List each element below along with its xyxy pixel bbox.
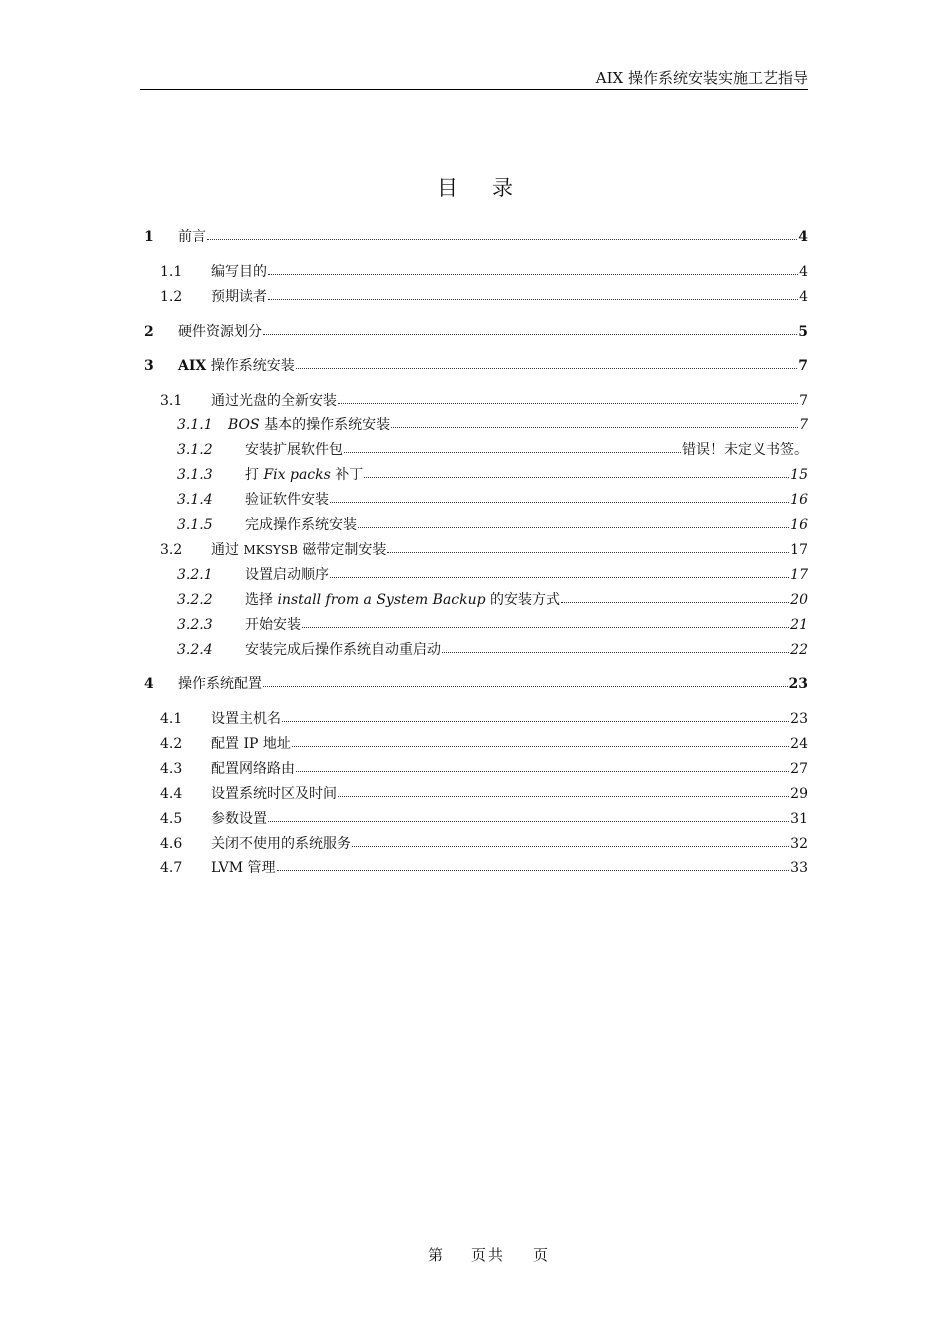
footer-page-label: 第 [428,1246,446,1264]
toc-entry[interactable] [177,415,808,435]
toc-title: LVM 管理 [211,860,276,876]
toc-page: 16 [790,517,808,533]
footer-total-label: 页共 [471,1246,506,1264]
toc-number: 3.2.2 [177,592,213,608]
toc-page-error: 错误！未定义书签。 [682,442,808,458]
toc-title-text: 基本的操作系统安装 [259,417,391,433]
toc-leader [282,720,789,722]
toc-leader [338,795,789,797]
toc-entry[interactable] [144,227,808,247]
toc-page: 17 [790,567,808,583]
toc-number: 3.2.4 [177,642,213,658]
toc-number: 3.1.2 [177,442,213,458]
toc-leader [330,501,789,503]
toc-leader [263,333,797,335]
toc-title: 硬件资源划分 [178,324,262,340]
toc-title-suffix: 的安装方式 [485,592,561,608]
toc-entry[interactable] [160,784,808,804]
toc-title-text: 通过 [211,542,244,558]
toc-entry[interactable] [177,515,808,535]
toc-title-small: MKSYSB [243,543,298,557]
toc-page: 7 [798,358,808,374]
toc-title: 前言 [178,229,206,245]
toc-leader [296,770,789,772]
toc-title: 安装完成后操作系统自动重启动 [245,642,441,658]
toc-number: 3.2.1 [177,567,213,583]
toc-title-prefix: AIX [178,358,207,374]
toc-entry[interactable] [177,565,808,585]
toc-title-text: 选择 [245,592,278,608]
toc-title [245,590,560,610]
toc-leader [330,576,789,578]
toc-leader [292,745,789,747]
toc-page: 31 [790,811,808,827]
toc-page: 27 [790,761,808,777]
toc-entry[interactable] [144,674,808,694]
toc-leader [344,451,681,453]
toc-leader [358,526,789,528]
toc-entry[interactable] [177,615,808,635]
toc-title [245,465,363,485]
toc-leader [561,601,789,603]
toc-number: 1.1 [160,264,183,280]
toc-leader [268,820,789,822]
toc-page: 4 [799,289,808,305]
toc-page: 20 [790,592,808,608]
toc-page: 21 [790,617,808,633]
toc-page: 7 [799,417,808,433]
toc-number: 4.7 [160,860,183,876]
toc-leader [268,298,798,300]
toc-leader [364,476,789,478]
toc-entry[interactable] [177,490,808,510]
toc-leader [387,551,789,553]
toc-number: 4.3 [160,761,183,777]
toc-title: 完成操作系统安装 [245,517,357,533]
toc-title: 设置系统时区及时间 [211,786,337,802]
toc-title: 关闭不使用的系统服务 [211,836,351,852]
toc-page: 23 [788,676,808,692]
toc-page: 16 [790,492,808,508]
toc-page: 29 [790,786,808,802]
toc-entry[interactable] [160,759,808,779]
toc-number: 3.1.1 [177,417,213,433]
toc-entry[interactable] [160,287,808,307]
toc-page: 23 [790,711,808,727]
toc-leader [296,367,798,369]
toc-title: 操作系统配置 [178,676,262,692]
toc-title: 设置启动顺序 [245,567,329,583]
toc-title [178,356,295,376]
toc-number: 3.1.4 [177,492,213,508]
toc-number: 4.5 [160,811,183,827]
toc-number: 3.1.3 [177,467,213,483]
toc-page: 7 [799,393,808,409]
toc-page: 24 [790,736,808,752]
toc-entry[interactable] [144,356,808,376]
toc-number: 4.6 [160,836,183,852]
toc-entry[interactable] [177,640,808,660]
toc-title-prefix: BOS [228,417,260,433]
toc-title: 配置网络路由 [211,761,295,777]
toc-entry[interactable] [177,440,808,460]
toc-entry[interactable] [160,734,808,754]
toc-title-suffix: 补丁 [330,467,364,483]
toc-leader [268,273,798,275]
toc-leader [263,685,788,687]
toc-number: 1.2 [160,289,183,305]
toc-leader [352,845,789,847]
toc-title: 通过光盘的全新安装 [211,393,337,409]
toc-title-italic: Fix packs [263,467,331,483]
toc-page: 5 [798,324,808,340]
toc-number: 2 [144,324,154,340]
toc-title: 开始安装 [245,617,301,633]
toc-entry[interactable] [160,391,808,411]
toc-leader [391,426,798,428]
toc-number: 3.1.5 [177,517,213,533]
footer-end-label: 页 [533,1246,551,1264]
toc-leader [207,238,797,240]
toc-title-suffix: 磁带定制安装 [297,542,387,558]
toc-entry[interactable] [177,590,808,610]
toc-entry[interactable] [160,858,808,878]
toc-leader [302,626,789,628]
toc-entry[interactable] [144,322,808,342]
toc-title [211,540,386,560]
toc-title: 预期读者 [211,289,267,305]
toc-number: 4.1 [160,711,183,727]
toc-title: 编写目的 [211,264,267,280]
toc-leader [442,651,789,653]
toc-entry[interactable] [160,834,808,854]
toc-entry[interactable] [160,262,808,282]
toc-title [228,415,390,435]
toc-page: 22 [790,642,808,658]
toc-page: 33 [790,860,808,876]
toc-number: 3.2.3 [177,617,213,633]
toc-number: 4.2 [160,736,183,752]
page-footer [428,1244,550,1265]
toc-title-italic: install from a System Backup [277,592,486,608]
toc-page: 32 [790,836,808,852]
toc-number: 1 [144,229,154,245]
toc-title: 安装扩展软件包 [245,442,343,458]
toc-page: 4 [798,229,808,245]
toc-number: 4 [144,676,154,692]
toc-title-text: 打 [245,467,264,483]
document-title: AIX 操作系统安装实施工艺指导 [595,69,808,87]
toc-entry[interactable] [160,709,808,729]
toc-title-text: 操作系统安装 [206,358,295,374]
toc-entry[interactable] [160,540,808,560]
toc-leader [277,869,790,871]
toc-heading: 目录 [437,176,547,200]
toc-entry[interactable] [177,465,808,485]
toc-title: 设置主机名 [211,711,281,727]
toc-leader [338,402,798,404]
toc-number: 3 [144,358,154,374]
toc-title: 配置 IP 地址 [211,736,291,752]
toc-number: 4.4 [160,786,183,802]
toc-title: 验证软件安装 [245,492,329,508]
toc-number: 3.1 [160,393,183,409]
toc-number: 3.2 [160,542,183,558]
toc-page: 4 [799,264,808,280]
toc-page: 17 [790,542,808,558]
toc-page: 15 [790,467,808,483]
toc-title: 参数设置 [211,811,267,827]
toc-entry[interactable] [160,809,808,829]
